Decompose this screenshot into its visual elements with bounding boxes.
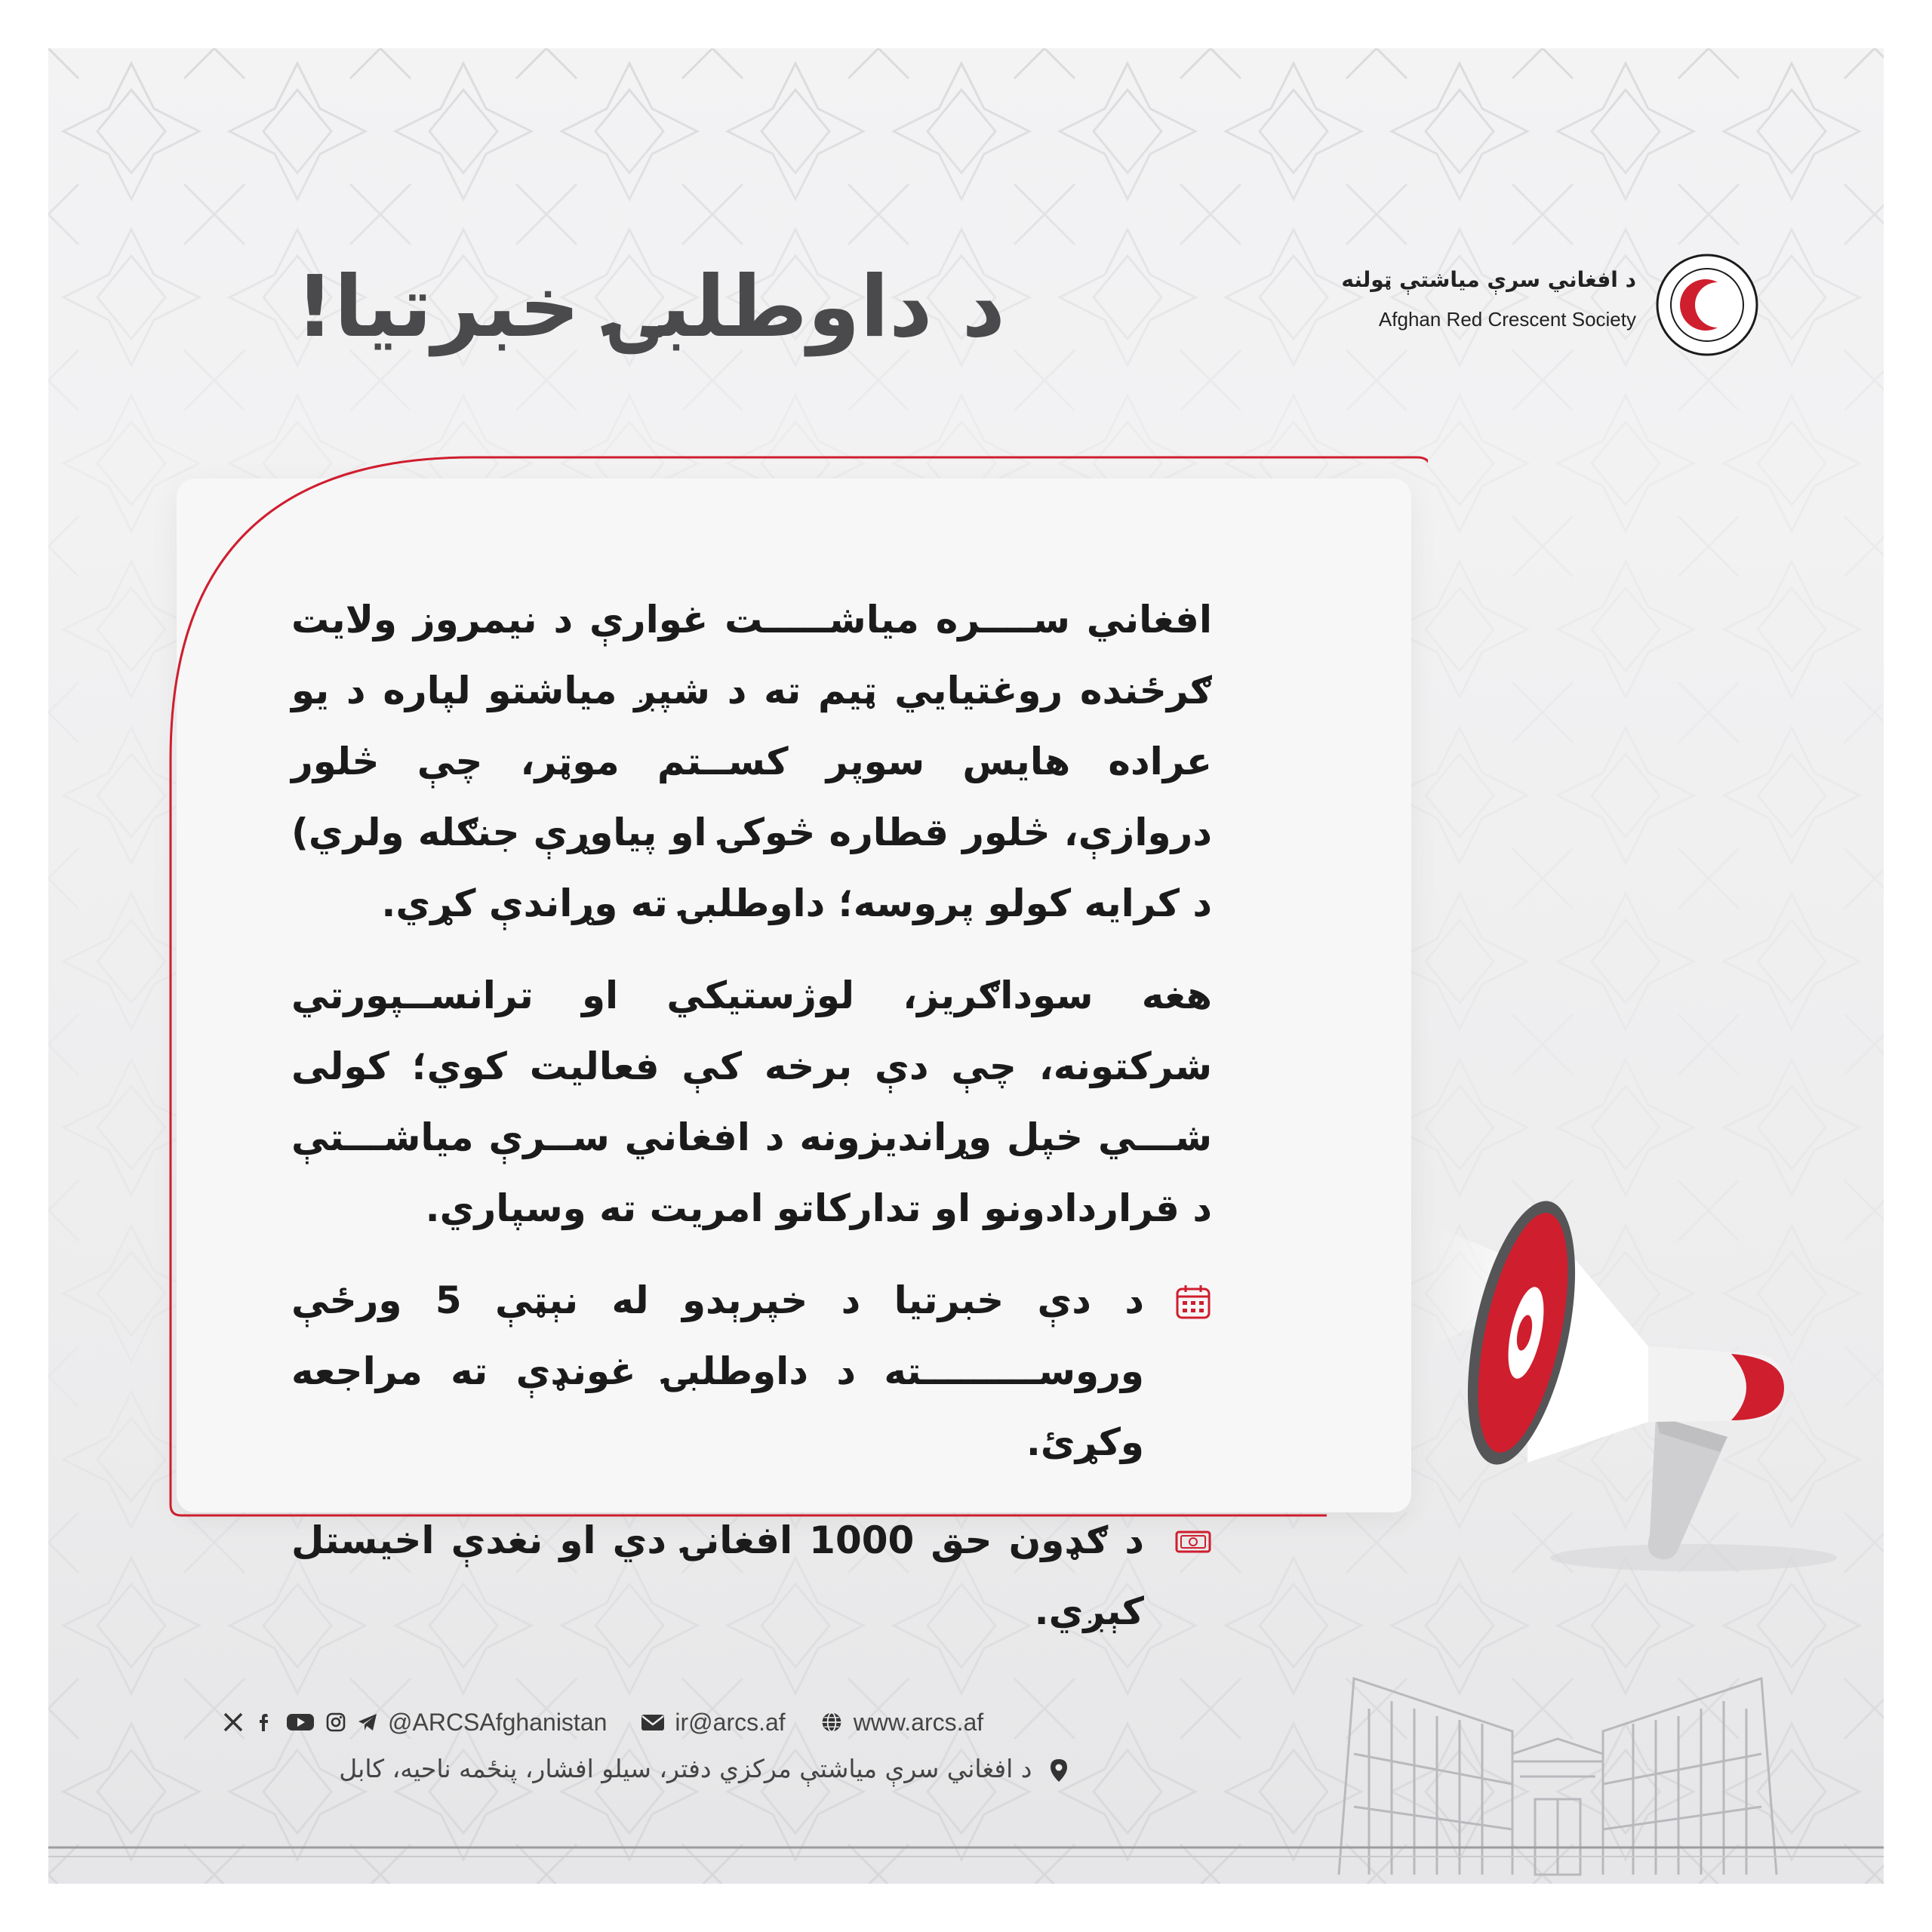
announcement-paragraph-2: هغه سوداګريز، لوژستيکي او ترانســپورتي شرکتونه، چې دې برخه کې فعاليت کوي؛ کولی شـــي خپل وړانديزونه د افغاني ســرې مياشـــتې د قراردادونو او تدارکاتو امريت ته وسپاري. [291,974,1212,1230]
megaphone-illustration [1429,1135,1884,1588]
x-icon[interactable] [222,1711,245,1734]
youtube-icon[interactable] [285,1711,315,1734]
announcement-card [155,456,1428,1633]
red-crescent-logo-icon [1654,252,1760,358]
envelope-icon [640,1711,666,1734]
telegram-icon[interactable] [356,1711,379,1734]
globe-icon [819,1711,844,1734]
footer-address [222,1754,1069,1793]
calendar-icon [1174,1283,1212,1321]
org-name-english: Afghan Red Crescent Society [1378,308,1636,331]
location-pin-icon [1049,1758,1069,1783]
footer-contact-row [222,1703,1017,1742]
instagram-icon[interactable] [325,1711,347,1734]
bullet-meeting-date [291,1265,1212,1478]
org-logo-block [1262,252,1760,358]
bullet-fee-text: د ګډون حق 1000 افغانۍ دي او نغدې اخيستل کېږي. [291,1518,1145,1633]
address-text: د افغاني سرې مياشتې مرکزي دفتر، سيلو افشار، پنځمه ناحيه، کابل [339,1754,1032,1783]
poster-background [48,48,1884,1884]
facebook-icon[interactable] [254,1711,276,1734]
bullet-fee [291,1505,1212,1647]
org-name-pashto: د افغاني سرې مياشتې ټولنه [1341,267,1636,292]
website-link[interactable]: www.arcs.af [853,1708,984,1736]
social-handle[interactable]: @ARCSAfghanistan [388,1708,608,1736]
bullet-meeting-date-text: د دې خبرتيا د خپرېدو له نېټې 5 ورځې وروســـــــــته د داوطلبۍ غونډې ته مراجعه وکړئ. [291,1278,1144,1464]
announcement-paragraph-1: افغاني ســــره مياشـــــت غوارې د نيمروز ولايت ګرځنده روغتيايي ټيم ته د شپږ مياشتو لپاره د يو عراده هايس سوپر کســتم موټر، چې څلور دروازې، څلور قطاره څوکۍ او پياوړې جنګله ولري) د کرايه کولو پروسه؛ داوطلبۍ ته وړاندې کړي. [291,598,1212,925]
announcement-body [291,584,1212,1674]
footer-divider-lines [48,1844,1884,1867]
banknote-icon [1174,1523,1212,1561]
page-title: د داوطلبۍ خبرتيا! [295,258,1005,356]
email-link[interactable]: ir@arcs.af [675,1708,786,1736]
